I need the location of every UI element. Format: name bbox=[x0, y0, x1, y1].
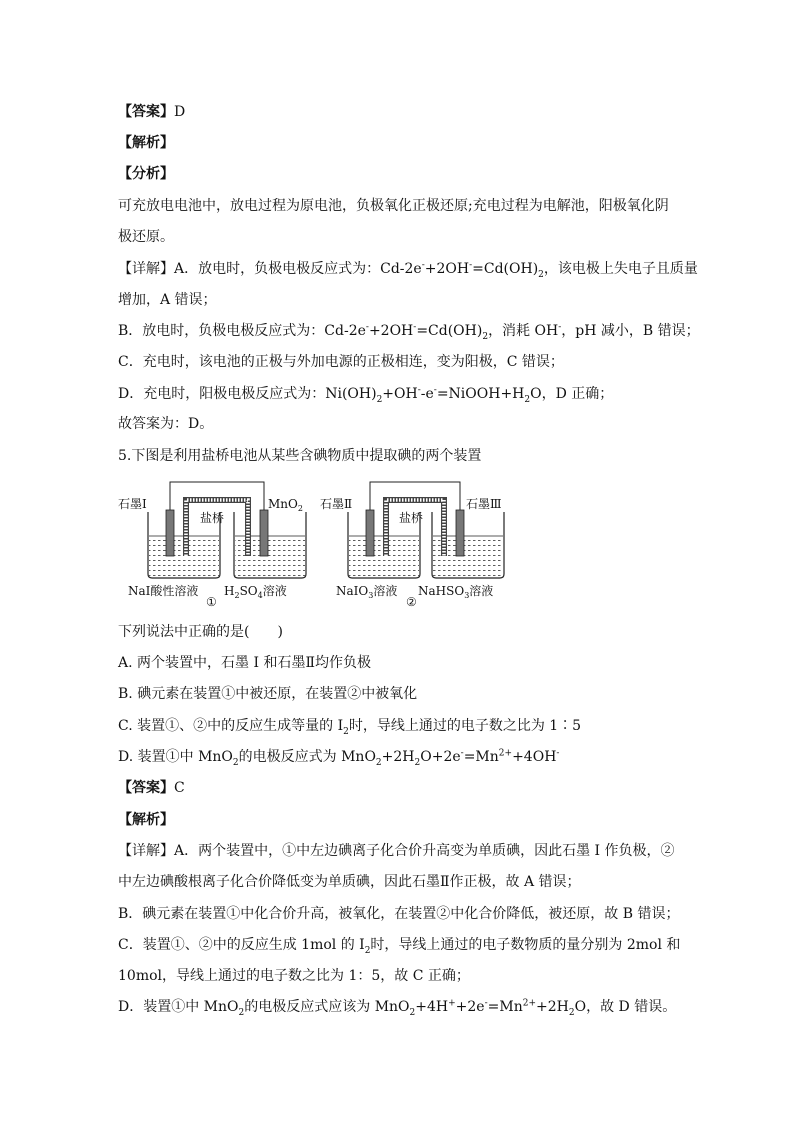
explanation-b: B．碘元素在装置①中化合价升高，被氧化，在装置②中化合价降低，被还原，故 B 错误； bbox=[118, 906, 680, 922]
electrode-graphite-1 bbox=[166, 510, 174, 556]
explanation-c-line1: C．装置①、②中的反应生成 1mol 的 $I_2$时，导线上通过的电子数物质的量分别为 2mol 和 bbox=[118, 937, 681, 956]
label-device-1: ① bbox=[206, 595, 217, 608]
detail-c: C．充电时，该电池的正极与外加电源的正极相连，变为阳极，C 错误； bbox=[118, 354, 564, 370]
fenxi-heading: 【分析】 bbox=[118, 166, 174, 182]
explanation-a-line2: 中左边碘酸根离子化合价降低变为单质碘，因此石墨Ⅱ作正极，故 A 错误； bbox=[118, 874, 581, 890]
label-mno2: MnO$_2$ bbox=[268, 497, 303, 513]
explanation-c-line2: 10mol，导线上通过的电子数之比为 1：5，故 C 正确； bbox=[118, 968, 470, 984]
option-c: C. 装置①、②中的反应生成等量的 $I_2$时，导线上通过的电子数之比为 1∶5 bbox=[118, 718, 582, 737]
answer-value: D bbox=[174, 104, 186, 120]
label-graphite-1: 石墨Ⅰ bbox=[118, 497, 147, 511]
label-salt-bridge-1: 盐桥 bbox=[200, 511, 225, 525]
question-5-prompt: 下列说法中正确的是( ) bbox=[118, 624, 283, 640]
detail-d: D．充电时，阳极电极反应式为：$Ni(OH)_2+OH^--e^-=NiOOH+H_2O$，D 正确； bbox=[118, 385, 614, 405]
explanation-d: D．装置①中 MnO$_2$的电极反应式应该为 $MnO_2+4H^++2e^-=Mn^{2+}+2H_2O$，故 D 错误。 bbox=[118, 998, 677, 1018]
label-graphite-3: 石墨Ⅲ bbox=[466, 497, 502, 511]
option-b: B. 碘元素在装置①中被还原，在装置②中被氧化 bbox=[118, 686, 418, 702]
explanation-a-line1: 【详解】A．两个装置中，①中左边碘离子化合价升高变为单质碘，因此石墨 I 作负极，② bbox=[118, 843, 675, 859]
option-a: A. 两个装置中，石墨 I 和石墨Ⅱ均作负极 bbox=[118, 655, 371, 671]
label-nai-solution: NaI酸性溶液 bbox=[128, 584, 199, 598]
answer-bracket: 【答案】 bbox=[118, 104, 174, 120]
label-naio3-solution: NaIO$_3$溶液 bbox=[336, 584, 398, 600]
analysis-text-line1: 可充放电电池中，放电过程为原电池，负极氧化正极还原;充电过程为电解池，阳极氧化阴 bbox=[118, 198, 669, 214]
analysis-heading: 【解析】 bbox=[118, 135, 174, 151]
conclusion-1: 故答案为：D。 bbox=[118, 416, 214, 432]
salt-bridge-figure bbox=[118, 478, 518, 608]
label-graphite-2: 石墨Ⅱ bbox=[320, 497, 353, 511]
label-nahso3-solution: NaHSO$_3$溶液 bbox=[418, 584, 494, 600]
label-device-2: ② bbox=[406, 595, 417, 608]
answer-line-2: 【答案】C bbox=[118, 780, 185, 796]
question-5-stem: 5.下图是利用盐桥电池从某些含碘物质中提取碘的两个装置 bbox=[118, 448, 482, 464]
electrode-graphite-3 bbox=[456, 510, 464, 556]
device-1 bbox=[118, 482, 306, 608]
label-h2so4-solution: $H_2SO_4$溶液 bbox=[224, 584, 287, 600]
detail-a-line2: 增加，A 错误； bbox=[118, 292, 217, 308]
detail-a-line1: 【详解】A．放电时，负极电极反应式为：$Cd-2e^-+2OH^-=Cd(OH)_2$，该电极上失电子且质量 bbox=[118, 260, 698, 280]
label-salt-bridge-2: 盐桥 bbox=[399, 511, 424, 525]
option-d: D. 装置①中 MnO$_2$的电极反应式为 $MnO_2+2H_2O+2e^-=Mn^{2+}+4OH^-$ bbox=[118, 748, 560, 768]
electrode-graphite-2 bbox=[366, 510, 374, 556]
answer-line bbox=[118, 102, 185, 122]
detail-b: B．放电时，负极电极反应式为：$Cd-2e^-+2OH^-=Cd(OH)_2$，消耗 OH-，pH 减小，B 错误； bbox=[118, 322, 700, 342]
analysis-heading-2: 【解析】 bbox=[118, 812, 174, 828]
electrode-mno2 bbox=[260, 510, 268, 556]
analysis-text-line2: 极还原。 bbox=[118, 229, 174, 245]
device-2 bbox=[320, 482, 504, 608]
